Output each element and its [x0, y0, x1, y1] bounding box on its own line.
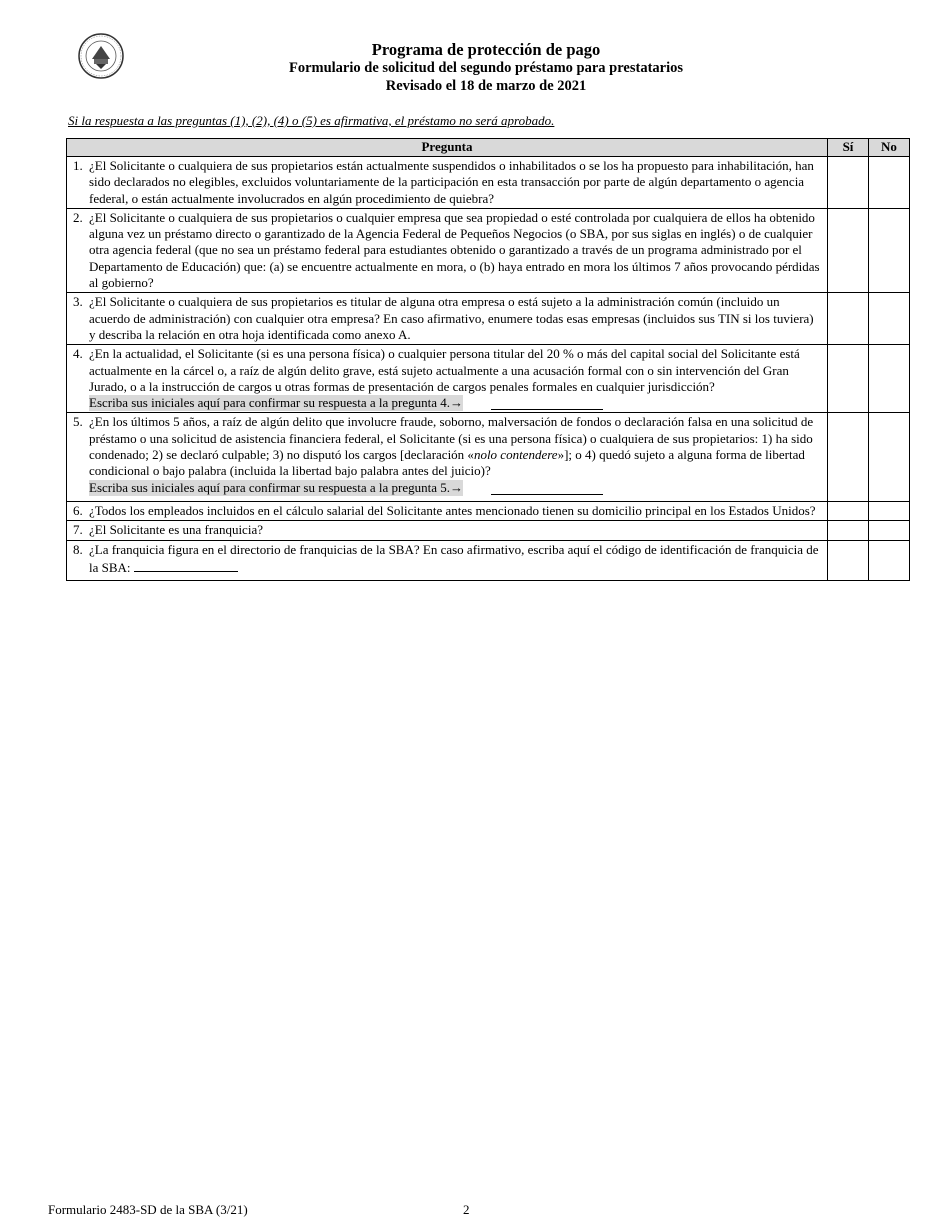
form-title: Programa de protección de pago [371, 40, 601, 59]
answer-yes-cell[interactable] [828, 501, 869, 520]
question-number: 8. [73, 541, 83, 557]
question-number: 2. [73, 209, 83, 225]
question-number: 3. [73, 294, 83, 310]
answer-yes-cell[interactable] [828, 540, 869, 581]
table-row [67, 157, 910, 209]
table-row [67, 540, 910, 581]
answer-no-cell[interactable] [869, 540, 910, 581]
question-text: ¿El Solicitante o cualquiera de sus propietarios están actualmente suspendidos o inhabilitados o se los ha propuesto para inhabilitación, han sido declarados no elegibles, excluidos voluntariamente de la participación en esta transacción por parte de algún departamento o agencia federal, o están actualmente involucrados en algún procedimiento de quiebra? [89, 158, 814, 206]
form-header [0, 40, 950, 95]
question-cell [67, 345, 828, 413]
answer-no-cell[interactable] [869, 208, 910, 292]
question-text: ¿El Solicitante es una franquicia? [89, 522, 263, 538]
question-cell [67, 540, 828, 581]
question-number: 5. [73, 414, 83, 430]
answer-no-cell[interactable] [869, 293, 910, 345]
form-subtitle: Formulario de solicitud del segundo préstamo para prestatarios [288, 60, 684, 76]
table-row [67, 521, 910, 540]
question-number: 4. [73, 346, 83, 362]
answer-yes-cell[interactable] [828, 413, 869, 501]
question-text: ¿El Solicitante o cualquiera de sus propietarios es titular de alguna otra empresa o está sujeto a la administración común (incluido un acuerdo de administración) con cualquier otra empresa? En caso afirmativo, enumere todas esas empresas (incluidos sus TIN si los tuviera) y describa la relación en otra hoja identificada como anexo A. [89, 294, 814, 342]
question-text: ¿La franquicia figura en el directorio de franquicias de la SBA? En caso afirmativo, escriba aquí el código de identificación de franquicia de la SBA: [89, 541, 819, 575]
table-header-row [67, 139, 910, 157]
question-number: 1. [73, 158, 83, 173]
answer-no-cell[interactable] [869, 157, 910, 209]
answer-no-cell[interactable] [869, 501, 910, 520]
answer-yes-cell[interactable] [828, 293, 869, 345]
answer-no-cell[interactable] [869, 413, 910, 501]
franchise-id-field[interactable] [134, 558, 238, 572]
table-row [67, 208, 910, 292]
initials-field[interactable] [491, 481, 603, 495]
table-row [67, 413, 910, 501]
question-text: ¿El Solicitante o cualquiera de sus propietarios o cualquier empresa que sea propiedad o esté controlada por cualquiera de ellos ha obtenido alguna vez un préstamo directo o garantizado de la Agencia Federal de Pequeños Negocios (o SBA, por sus siglas en inglés) o de cualquier otra agencia federal (que no sea un préstamo federal para estudiantes obtenido o garantizado a través de un programa administrado por el Departamento de Educación) que: (a) se encuentre actualmente en mora, o (b) haya entrado en mora los últimos 7 años provocando pérdidas al gobierno? [89, 209, 820, 291]
question-cell [67, 413, 828, 501]
approval-instruction: Si la respuesta a las preguntas (1), (2), (4) o (5) es afirmativa, el préstamo no será aprobado. [68, 113, 555, 128]
question-cell [67, 521, 828, 540]
question-cell [67, 293, 828, 345]
question-cell [67, 208, 828, 292]
answer-no-cell[interactable] [869, 345, 910, 413]
form-footer: Formulario 2483-SD de la SBA (3/21) [48, 1202, 248, 1217]
question-cell [67, 501, 828, 520]
question-cell [67, 157, 828, 209]
nolo-contendere-term: nolo contendere [473, 447, 558, 463]
table-row [67, 345, 910, 413]
question-text: ¿Todos los empleados incluidos en el cálculo salarial del Solicitante antes mencionado tienen su domicilio principal en los Estados Unidos? [89, 502, 816, 518]
page-number: 2 [463, 1202, 470, 1217]
question-text: ¿En la actualidad, el Solicitante (si es una persona física) o cualquier persona titular del 20 % o más del capital social del Solicitante está actualmente en la cárcel o, a raíz de algún delito grave, está sujeto actualmente a una acusación formal con o sin intervención del Gran Jurado, o a la instrucción de cargos u otras formas de presentación de cargos penales formales en cualquier jurisdicción? [89, 346, 800, 394]
initials-field[interactable] [491, 396, 603, 410]
initials-prompt: Escriba sus iniciales aquí para confirmar su respuesta a la pregunta 5.→ [89, 479, 463, 495]
answer-yes-cell[interactable] [828, 208, 869, 292]
header-yes: Sí [828, 139, 869, 157]
question-text: ¿En los últimos 5 años, a raíz de algún delito que involucre fraude, soborno, malversación de fondos o declaración falsa en una solicitud de préstamo o una solicitud de asistencia financiera federal, el Solicitante (si es una persona física) o cualquiera de sus propietarios: 1) ha sido condenado; 2) se declaró culpable; 3) no disputó los cargos [declaración «nolo contendere»]; o 4) quedó sujeto a alguna forma de libertad condicional o bajo palabra (incluida la libertad bajo palabra antes del juicio)? [89, 414, 814, 479]
answer-yes-cell[interactable] [828, 521, 869, 540]
table-row [67, 501, 910, 520]
questions-table [66, 138, 910, 581]
table-row [67, 293, 910, 345]
question-number: 7. [73, 522, 83, 538]
answer-yes-cell[interactable] [828, 345, 869, 413]
header-question: Pregunta [67, 139, 828, 157]
answer-no-cell[interactable] [869, 521, 910, 540]
answer-yes-cell[interactable] [828, 157, 869, 209]
initials-prompt: Escriba sus iniciales aquí para confirmar su respuesta a la pregunta 4.→ [89, 395, 463, 411]
question-number: 6. [73, 502, 83, 518]
revision-date: Revisado el 18 de marzo de 2021 [385, 78, 587, 94]
header-no: No [869, 139, 910, 157]
